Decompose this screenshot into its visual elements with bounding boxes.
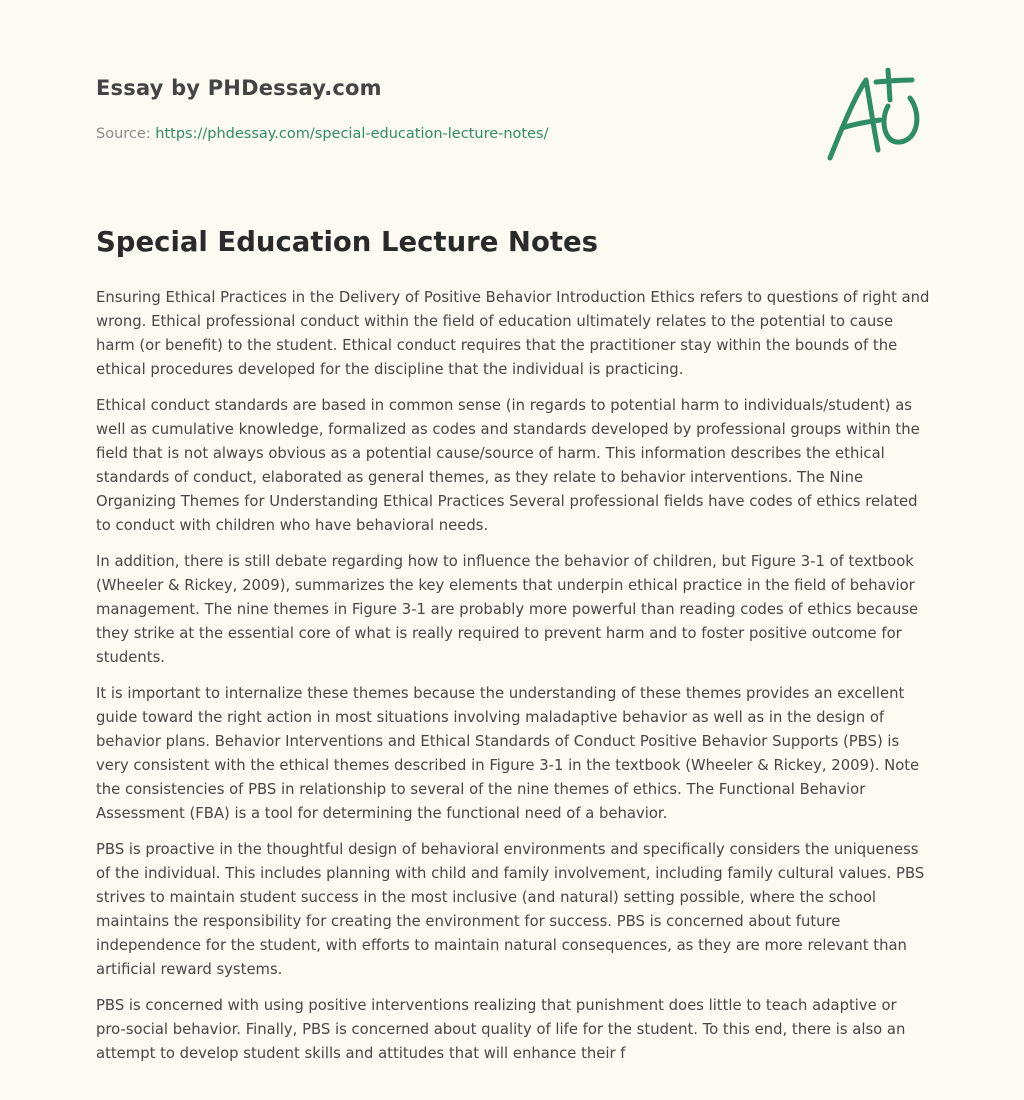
paragraph: Ethical conduct standards are based in common sense (in regards to potential harm to individuals/student) as well as cumulative knowledge, formalized as codes and standards developed by professional groups within the field that is not always obvious as a potential cause/source of harm. This information describes the ethical standards of conduct, elaborated as general themes, as they relate to behavior interventions. The Nine Organizing Themes for Understanding Ethical Practices Several professional fields have codes of ethics related to conduct with children who have behavioral needs. xyxy=(96,397,920,534)
paragraph: PBS is concerned with using positive interventions realizing that punishment does little to teach adaptive or pro-social behavior. Finally, PBS is concerned about quality of life for the student. To this end, there is also an attempt to develop student skills and attitudes that will enhance their f xyxy=(96,997,906,1062)
a-plus-grade-icon xyxy=(822,68,932,168)
essay-body xyxy=(96,286,930,1078)
page-header xyxy=(96,76,936,142)
paragraph: Ensuring Ethical Practices in the Delivery of Positive Behavior Introduction Ethics refers to questions of right and wrong. Ethical professional conduct within the field of education ultimately relates to the potential to cause harm (or benefit) to the student. Ethical conduct requires that the practitioner stay within the bounds of the ethical procedures developed for the discipline that the individual is practicing. xyxy=(96,289,930,378)
source-label: Source: xyxy=(96,126,151,142)
source-link[interactable]: https://phdessay.com/special-education-lecture-notes/ xyxy=(155,126,549,142)
paragraph: PBS is proactive in the thoughtful design of behavioral environments and specifically considers the uniqueness of the individual. This includes planning with child and family involvement, including family cultural values. PBS strives to maintain student success in the most inclusive (and natural) setting possible, where the school maintains the responsibility for creating the environment for success. PBS is concerned about future independence for the student, with efforts to maintain natural consequences, as they are more relevant than artificial reward systems. xyxy=(96,841,925,978)
paragraph: It is important to internalize these themes because the understanding of these themes provides an excellent guide toward the right action in most situations involving maladaptive behavior as well as in the design of behavior plans. Behavior Interventions and Ethical Standards of Conduct Positive Behavior Supports (PBS) is very consistent with the ethical themes described in Figure 3-1 in the textbook (Wheeler & Rickey, 2009). Note the consistencies of PBS in relationship to several of the nine themes of ethics. The Functional Behavior Assessment (FBA) is a tool for determining the functional need of a behavior. xyxy=(96,685,920,822)
essay-title: Special Education Lecture Notes xyxy=(96,226,599,258)
source-line xyxy=(96,126,548,142)
brand-title: Essay by PHDessay.com xyxy=(96,76,382,100)
paragraph: In addition, there is still debate regarding how to influence the behavior of children, but Figure 3-1 of textbook (Wheeler & Rickey, 2009), summarizes the key elements that underpin ethical practice in the field of behavior management. The nine themes in Figure 3-1 are probably more powerful than reading codes of ethics because they strike at the essential core of what is really required to prevent harm and to foster positive outcome for students. xyxy=(96,553,919,666)
